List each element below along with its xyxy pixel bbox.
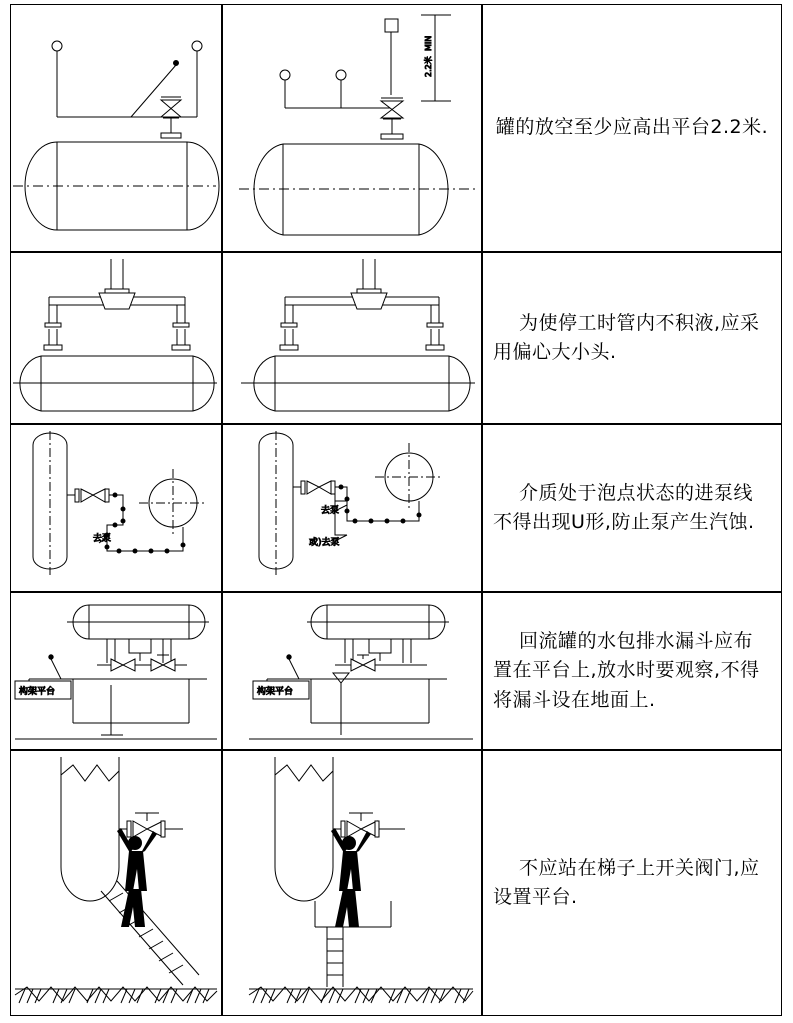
row2-bad-example — [10, 252, 222, 424]
note-text: 罐的放空至少应高出平台2.2米. — [495, 116, 769, 139]
note-text-container — [483, 5, 781, 251]
row3-bad-example — [10, 424, 222, 592]
row4-note-cell — [482, 592, 782, 750]
svg-text:构架平台: 构架平台 — [257, 687, 294, 697]
row4-bad-example — [10, 592, 222, 750]
note-text-container — [483, 253, 781, 423]
note-text-container — [483, 425, 781, 591]
row2-good-example — [222, 252, 482, 424]
row4-good-example — [222, 592, 482, 750]
note-text: 不应站在梯子上开关阀门,应设置平台. — [493, 856, 760, 908]
svg-text:MIN: MIN — [424, 35, 433, 51]
note-text-container — [483, 751, 781, 1015]
note-text: 回流罐的水包排水漏斗应布置在平台上,放水时要观察,不得将漏斗设在地面上. — [493, 629, 760, 711]
row5-note-cell — [482, 750, 782, 1016]
row1-bad-example — [10, 4, 222, 252]
svg-text:去泵: 去泵 — [321, 506, 340, 516]
row5-good-example — [222, 750, 482, 1016]
svg-text:构架平台: 构架平台 — [19, 687, 56, 697]
row5-bad-example — [10, 750, 222, 1016]
row2-note-cell — [482, 252, 782, 424]
row-vent-height — [10, 4, 782, 252]
note-text: 介质处于泡点状态的进泵线不得出现U形,防止泵产生汽蚀. — [493, 481, 755, 533]
row3-good-example — [222, 424, 482, 592]
drawing-grid — [10, 4, 782, 1016]
svg-text:去泵: 去泵 — [93, 534, 112, 544]
svg-text:2.2米: 2.2米 — [424, 56, 433, 77]
note-text-container — [483, 593, 781, 749]
row-valve-platform — [10, 750, 782, 1016]
row3-note-cell — [482, 424, 782, 592]
row-reflux-drum-funnel — [10, 592, 782, 750]
row1-note-cell — [482, 4, 782, 252]
row-pump-suction — [10, 424, 782, 592]
svg-text:或)去泵: 或)去泵 — [309, 538, 340, 548]
row-eccentric-reducer — [10, 252, 782, 424]
row1-good-example — [222, 4, 482, 252]
note-text: 为使停工时管内不积液,应采用偏心大小头. — [493, 311, 760, 363]
